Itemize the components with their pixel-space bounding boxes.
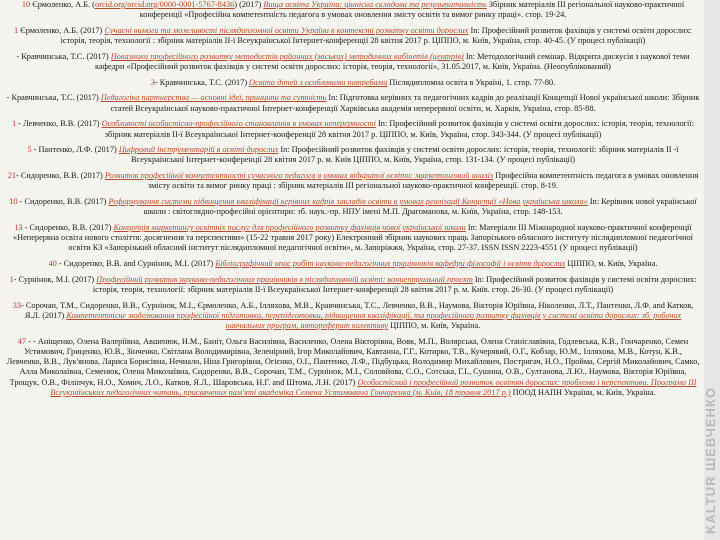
citation-source: ПООД НАПН України, м. Київ, Україна. <box>510 387 656 397</box>
citation-source: In: Методологічний семінар. Відкрита дискусія з наукової теми кафедри «Професійний розвиток фахівців у системі освіти дорослих: історія, теорія, технології», 31.05.2017, м. Київ, Україна. (Неопублікований) <box>95 51 690 72</box>
citation-entry <box>6 145 700 165</box>
citation-source: ЦІППО, м. Київ, Україна. <box>565 259 658 269</box>
citation-entry <box>6 275 700 295</box>
citation-title-link[interactable]: Цифровий інструментарій в освіті дорослих <box>118 145 279 155</box>
citation-title-link[interactable]: Професійний розвиток науково-педагогічних працівників в післядипломній освіті: концептуальний проєкт <box>96 274 473 284</box>
citation-title-link[interactable]: Вища освіта України: ціннісна складова та результативність <box>263 0 487 9</box>
citation-authors: - Кравчинська, Т.С. (2017) <box>154 77 250 87</box>
citation-source: In: Матеріали ІІІ Міжнародної науково-практичної конференції «Неперервна освіта нового століття: досягнення та перспективи» (15-22 травня 2017 року) Електронний збірник наукових праць Запорізького обласного інституту післядипломної педагогічної освіти КЗ «Запорізький обласний інститут післядипломної педагогічної освіти», м. Запоріжжя, Україна, стор. 27-37. ISSN ISSN 2223-4551 (У процесі публікації) <box>12 222 693 253</box>
citation-authors: - - Аніщенко, Олена Валеріївна, Авшенюк, Н.М., Баніт, Ольга Василівна, Василенко, Олена Вікторівна, Вовк, М.П., Волярська, Олена Станіславівна, Годлевська, К.В., Гончаренко, Семен Устимович, Гриценко, Ю.В., Зінченко, Світлана Володимирівна, Зеленірний, Ігор Миколайович, Кавтанна, Г.Г., Котирко, Т.В., Кучерявий, О.Г., Кобзар, Ю.М., Ілляхова, М.В., Котун, К.В., Левченко, В.В., Лук'янова, Лариса Борисівна, Нечиало, Ніна Григорівна, Огієнко, О.І., Пантенко, Л.Ф., Підбуцька, Володимир Михайлович, Постригач, Н.О., Пройма, Сергій Миколайович, Самко, Алла Миколаївна, Семенюк, Олена Миколаївна, Сидоренко, В.В., Сорочан, Т.М., Сурнінок, М.І., Соловйова, С.О., Сотська, Г.І., Сушина, О.В., Султанова, Л.Ю., Наумова, Вікторія Юріївна, Трощук, О.В., Філіпчук, Н.О., Хомич, Л.О., Катков, Я.Л., Шаровська, Н.Г. and Штома, Л.Н. (2017) <box>6 336 700 387</box>
citation-year: ) (2017) <box>234 0 264 9</box>
citation-source: In: Професійний розвиток фахівців у системі освіти дорослих: історія, теорія, технології: збірник матеріалів ІІ-ї Всеукраїнської Інтернет-конференції 28 квітня 2017 р. м. Київ. стор. 26-30. (У процесі публікації) <box>92 274 697 294</box>
citation-title-link[interactable]: Компетентнісне моделювання професійної підготовки, перепідготовки, підвищення кваліфікації, та професійного розвитку фахівців у системі освіти дорослих: зб. робочих навчальних програм, автореферат колективу <box>66 310 682 331</box>
citation-count: 13 <box>14 222 23 232</box>
citation-source: Збірник матеріалів III регіональної науково-практичної конференції «Професійна компетентність педагога в умовах оновлення змісту освіти та вимог ринку праці». стор. 19-24. <box>139 0 685 20</box>
citation-count: 40 <box>48 259 57 269</box>
citation-count: 1 <box>14 25 21 35</box>
citation-authors: - Левченко, В.В. (2017) <box>16 119 102 129</box>
side-bar <box>704 0 720 540</box>
citation-authors: - Кравчинська, Т.С. (2017) <box>6 93 101 103</box>
citation-title-link[interactable]: Особистісний і професійний розвиток освітян дорослих: проблеми і перспективи. Програма ІІІ Всеукраїнських педагогічних читань, присвячених пам'яті академіка Семена Устимовича Гончаренка (м. Київ, 18 травня 2017 р.) <box>50 377 697 397</box>
citation-entry <box>6 119 700 139</box>
citation-entry <box>6 171 700 191</box>
citation-source: ЦІППО, м. Київ, Україна. <box>388 321 481 331</box>
citation-entry <box>6 26 700 46</box>
citation-source: In: Керівник нової української школи : світоглядно-професійні орієнтири: зб. наук.-пр. НПУ імені М.П. Драгоманова, м. Київ, Україна, стор. 148-153. <box>143 197 697 217</box>
citation-authors: Єрмоленко, А.Б. ( <box>32 0 95 9</box>
citation-count: 1 <box>9 274 14 284</box>
side-watermark: KALTUR ШЕВЧЕНКО <box>703 387 718 534</box>
citation-entry <box>6 78 700 88</box>
citation-title-link[interactable]: Бібліографічний опис робіт науково-педагогічних працівників кафедри філософії і освіти дорослих <box>215 259 566 269</box>
citation-title-link[interactable]: orcid.org/orcid.org/0000-0001-5767-8436 <box>94 0 235 9</box>
citation-title-link[interactable]: Освіта дітей з особливими потребами <box>249 77 388 87</box>
citation-count: 3 <box>150 77 155 87</box>
citation-entry <box>6 337 700 398</box>
citation-entry <box>6 197 700 217</box>
citation-source: In: Підготовка керівних та педагогічних кадрів до реалізації Концепції Нової української школи: Збірник статей Всеукраїнської науково-практичної Інтернет-конференції Харківська академія неперервної освіти, м. Харків, Україна, стор. 85-88. <box>110 93 700 113</box>
citation-title-link[interactable]: Особливості особистісно-професійного становлення в умовах неперервності <box>101 119 376 129</box>
citation-count: 5 <box>27 145 32 155</box>
citation-source: In: Професійний розвиток фахівців у системі освіти дорослих: історія, теорія, технології : збірник матеріалів ІІ-ї Всеукраїнської Інтернет-конференції 28 квітня 2017 р. ЦІППО, м. Київ, Україна, стор. 40-45. (У процесі публікації) <box>60 25 692 46</box>
citation-title-link[interactable]: Концепція маркетингу освітніх послуг для професійного розвитку фахівців нової української школи <box>113 222 466 232</box>
citation-authors: - Кравчинська, Т.С. (2017) <box>16 51 111 61</box>
citation-entry <box>6 259 700 269</box>
citation-entry <box>6 93 700 113</box>
citation-count: 47 <box>17 336 27 346</box>
citation-title-link[interactable]: Педагогіка партнерства — основні ідеї, принципи та сутність <box>100 93 327 103</box>
citation-authors: - Сорочан, Т.М., Сидоренко, В.В., Сурнінок, М.І., Єрмоленко, А.Б., Ілляхова, М.В., Кравчинська, Т.С., Левченко, В.В., Наумова, Вікторія Юріївна, Ніколенко, Л.Т., Пантенко, Л.Ф. and Катков, Я.Л. (2017) <box>21 300 694 320</box>
citation-count: 21 <box>7 171 16 181</box>
citation-source: In: Професійний розвиток фахівців у системі освіти дорослих: історія, теорія, технології: збірник матеріалів ІІ-ї Всеукраїнської Інтернет-конференції 28 квітня 2017 р. ЦІППО, м. Київ, Україна, стор. 343-344. (У процесі публікації) <box>104 119 694 139</box>
citation-authors: - Пантенко, Л.Ф. (2017) <box>31 145 119 155</box>
citation-authors: - Сидоренко, В.В. (2017) <box>17 197 109 207</box>
citation-source: Післядипломна освіта в Україні, 1. стор. 77-80. <box>387 77 556 87</box>
citation-source: Професійна компетентність педагога в умовах оновлення змісту освіти та вимог ринку праці : збірник матеріалів ІІІ регіональної науково-практичної конференції. стор. 8-19. <box>147 171 699 191</box>
citation-title-link[interactable]: Розвиток професійної компетентності сучасного педагога в умовах відкритої освіти: маркетинговий аналіз <box>104 171 494 181</box>
citation-count: 33 <box>12 300 22 310</box>
citation-count: 10 <box>21 0 33 9</box>
citation-source: In: Професійний розвиток фахівців у системі освіти дорослих: історія, теорія, технології: збірник матеріалів ІІ -ї Всеукраїнської Інтернет-конференції 28 квітня 2017 р. м. Київ ЦІППО, м. Київ, Україна, стор. 131-134. (У процесі публікації) <box>130 145 679 165</box>
citation-title-link[interactable]: Сучасні вимоги та можливості післядипломної освіти України в контексті розвитку освіти дорослих <box>104 25 469 35</box>
citation-count: 1 <box>12 119 17 129</box>
citation-count: 10 <box>9 197 18 207</box>
citation-entry <box>6 223 700 254</box>
citation-entry <box>6 301 700 332</box>
citation-title-link[interactable]: Показники професійного розвитку методистів районних (міських) методичних кабінетів (центрів) <box>110 51 464 61</box>
citation-title-link[interactable]: Реформування системи підвищення кваліфікації керівних кадрів закладів освіти в умовах реалізації Концепції «Нова українська школа» <box>108 197 588 207</box>
citation-entry <box>6 52 700 72</box>
citation-authors: Єрмоленко, А.Б. (2017) <box>20 25 105 35</box>
citation-authors: - Сурнінок, М.І. (2017) <box>13 274 97 284</box>
citation-authors: - Сидоренко, В.В. (2017) <box>22 222 114 232</box>
citation-entry <box>6 0 700 20</box>
citation-authors: - Сидоренко, В.В. (2017) <box>15 171 105 181</box>
citation-authors: - Сидоренко, В.В. and Сурнінок, М.І. (2017) <box>56 259 216 269</box>
